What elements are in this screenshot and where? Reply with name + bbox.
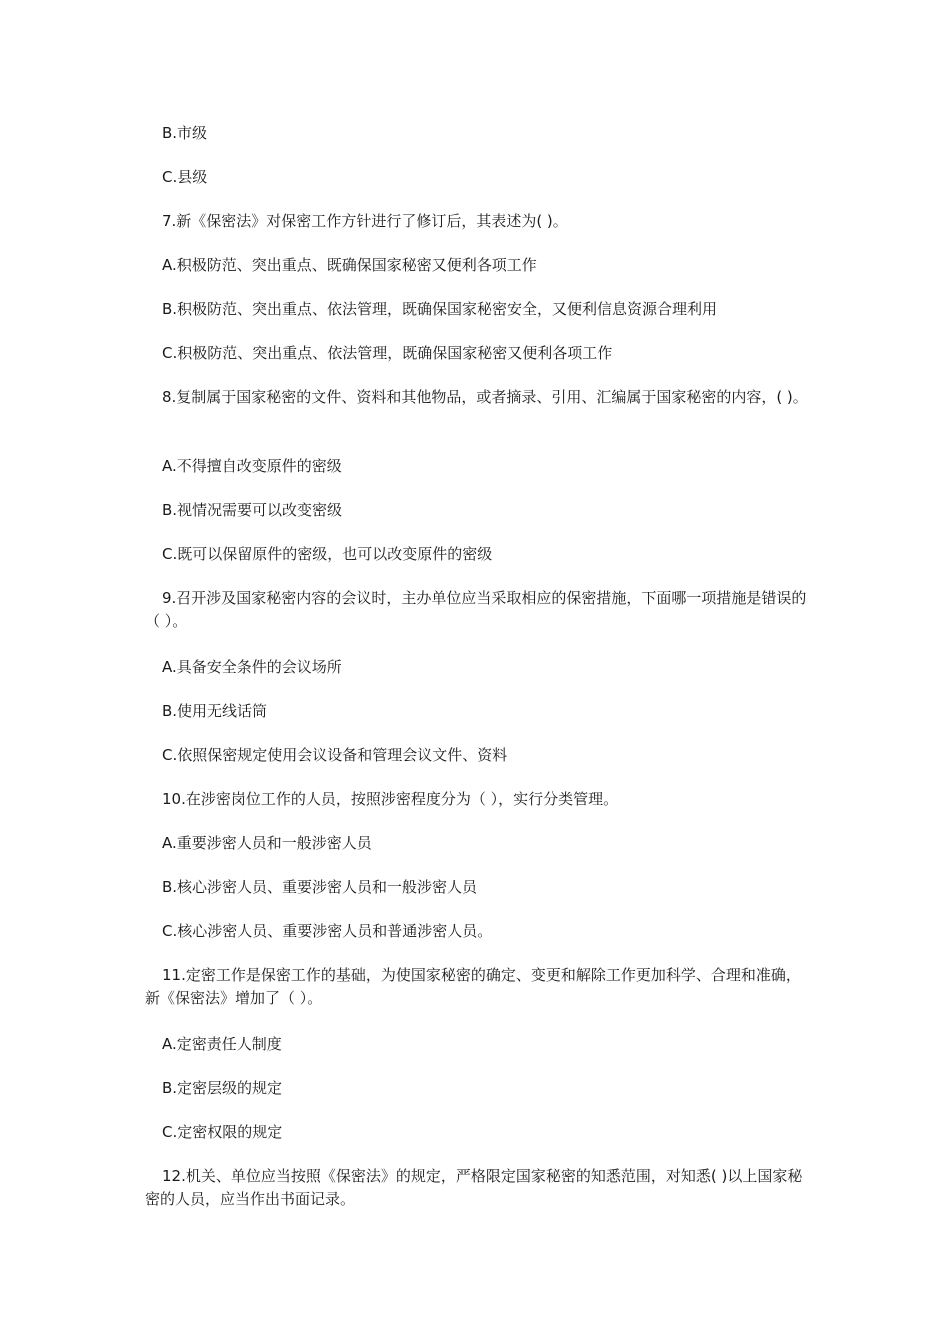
option-q8-b: B.视情况需要可以改变密级 xyxy=(162,501,343,519)
option-q7-b: B.积极防范、突出重点、依法管理，既确保国家秘密安全，又便利信息资源合理利用 xyxy=(162,300,718,318)
option-q9-c: C.依照保密规定使用会议设备和管理会议文件、资料 xyxy=(162,746,508,764)
option-q9-a: A.具备安全条件的会议场所 xyxy=(162,658,342,676)
question-7: 7.新《保密法》对保密工作方针进行了修订后，其表述为( )。 xyxy=(162,212,568,230)
option-q10-c: C.核心涉密人员、重要涉密人员和普通涉密人员。 xyxy=(162,922,493,940)
option-q11-c: C.定密权限的规定 xyxy=(162,1123,283,1141)
question-8: 8.复制属于国家秘密的文件、资料和其他物品，或者摘录、引用、汇编属于国家秘密的内容，( )。 xyxy=(162,388,808,406)
option-q7-a: A.积极防范、突出重点、既确保国家秘密又便利各项工作 xyxy=(162,256,537,274)
option-q10-a: A.重要涉密人员和一般涉密人员 xyxy=(162,834,372,852)
question-11: 11.定密工作是保密工作的基础，为使国家秘密的确定、变更和解除工作更加科学、合理和准确，新《保密法》增加了（ ）。 xyxy=(145,966,801,1007)
option-q11-b: B.定密层级的规定 xyxy=(162,1079,283,1097)
option-q9-b: B.使用无线话筒 xyxy=(162,702,268,720)
question-9: 9.召开涉及国家秘密内容的会议时，主办单位应当采取相应的保密措施，下面哪一项措施是错误的（ ）。 xyxy=(145,589,807,630)
option-q11-a: A.定密责任人制度 xyxy=(162,1035,282,1053)
question-10: 10.在涉密岗位工作的人员，按照涉密程度分为（ ），实行分类管理。 xyxy=(162,790,619,808)
option-q8-a: A.不得擅自改变原件的密级 xyxy=(162,457,342,475)
option-q10-b: B.核心涉密人员、重要涉密人员和一般涉密人员 xyxy=(162,878,478,896)
option-q6-b: B.市级 xyxy=(162,124,208,142)
question-12: 12.机关、单位应当按照《保密法》的规定，严格限定国家秘密的知悉范围，对知悉( )以上国家秘密的人员，应当作出书面记录。 xyxy=(145,1167,803,1208)
option-q8-c: C.既可以保留原件的密级，也可以改变原件的密级 xyxy=(162,545,493,563)
option-q7-c: C.积极防范、突出重点、依法管理，既确保国家秘密又便利各项工作 xyxy=(162,344,613,362)
option-q6-c: C.县级 xyxy=(162,168,208,186)
